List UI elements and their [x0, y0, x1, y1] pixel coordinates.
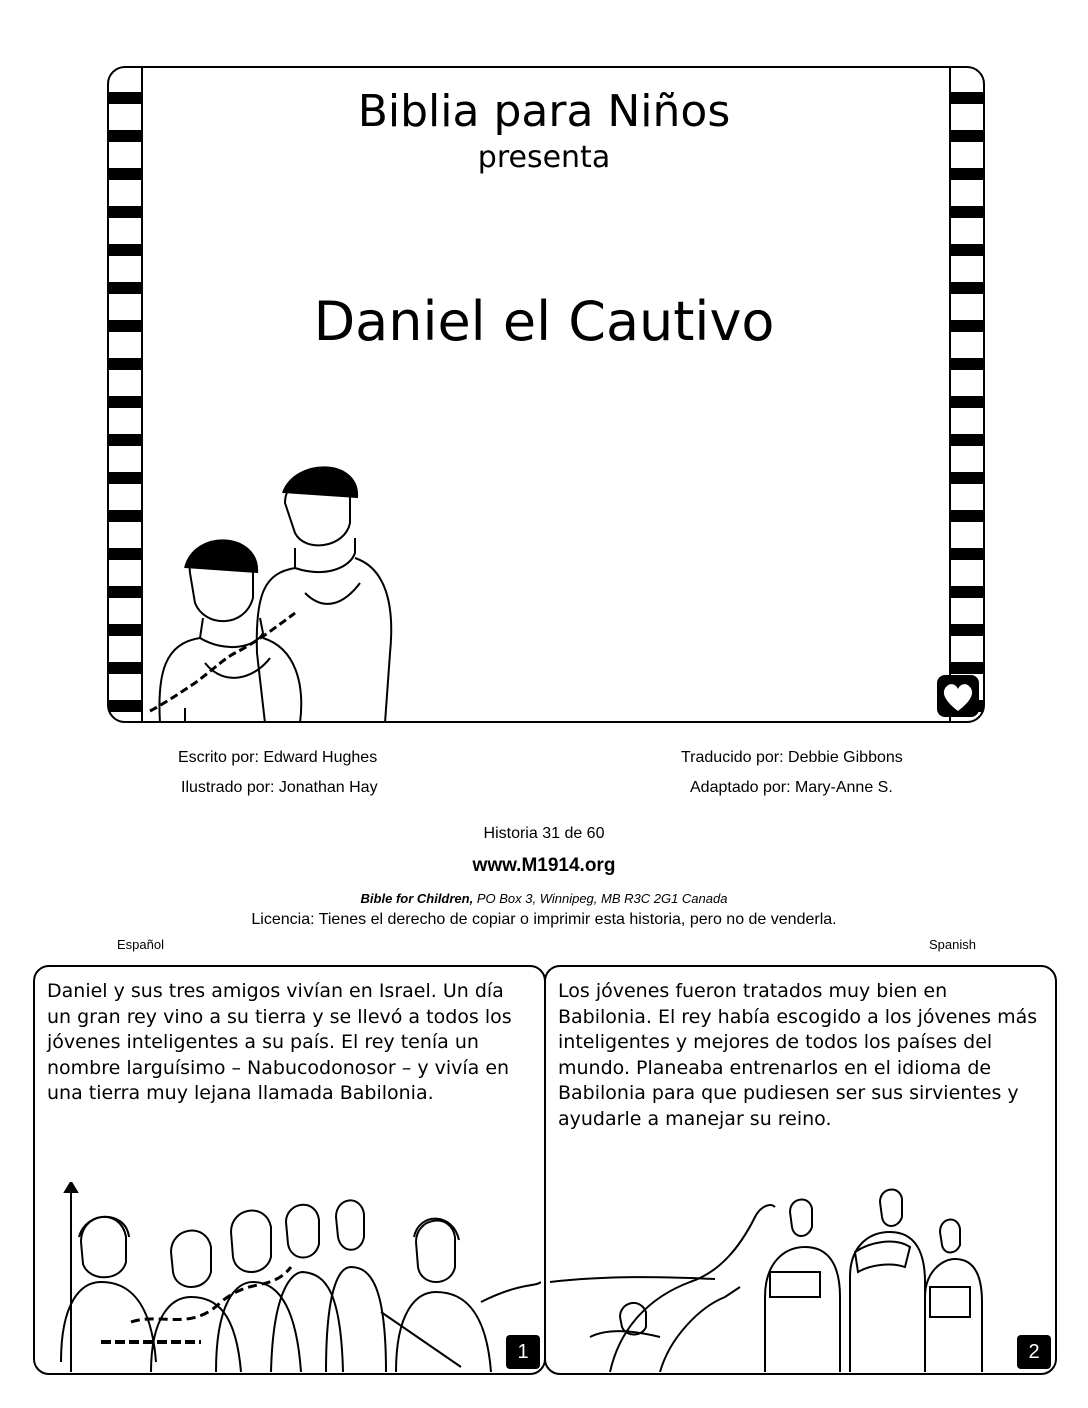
- film-strip-bar: [109, 358, 141, 370]
- film-strip-bar: [109, 244, 141, 256]
- heart-logo-icon: [937, 675, 979, 717]
- film-strip-bar: [951, 206, 983, 218]
- page-number-2: 2: [1017, 1335, 1051, 1369]
- film-strip-bar: [951, 396, 983, 408]
- license-text: Licencia: Tienes el derecho de copiar o imprimir esta historia, pero no de venderla.: [251, 911, 837, 928]
- film-strip-bar: [109, 396, 141, 408]
- film-strip-bar: [109, 434, 141, 446]
- language-left: Español: [117, 937, 164, 952]
- presents-label: presenta: [477, 140, 611, 175]
- film-strip-bar: [109, 700, 141, 712]
- film-strip-bar: [951, 548, 983, 560]
- film-strip-bar: [951, 434, 983, 446]
- film-strip-bar: [951, 244, 983, 256]
- film-strip-bar: [109, 662, 141, 674]
- story-number: Historia 31 de 60: [483, 825, 605, 842]
- credit-translated-by: Traducido por: Debbie Gibbons: [681, 749, 903, 766]
- film-strip-bar: [951, 624, 983, 636]
- panel-1-text: Daniel y sus tres amigos vivían en Israel. Un día un gran rey vino a su tierra y se llevó a todos los jóvenes inteligentes a su país. El rey tenía un nombre larguísimo – Nabucodonosor – y vivía en una tierra muy lejana llamada Babilonia.: [47, 980, 512, 1104]
- film-strip-bar: [109, 206, 141, 218]
- panel-2-illustration-king-and-scribes: [550, 1187, 1020, 1372]
- film-strip-bar: [109, 624, 141, 636]
- panel-2-text: Los jóvenes fueron tratados muy bien en Babilonia. El rey había escogido a los jóvenes más inteligentes y mejores de todos los países del mundo. Planeaba entrenarlos en el idioma de Babilonia para que pudiesen ser sus sirvientes y ayudarle a manejar su reino.: [558, 980, 1038, 1130]
- film-strip-bar: [109, 548, 141, 560]
- address-line: [0, 891, 1088, 906]
- page-number-1: 1: [506, 1335, 540, 1369]
- story-panel-1: [33, 965, 546, 1375]
- address-rest: PO Box 3, Winnipeg, MB R3C 2G1 Canada: [473, 891, 728, 906]
- credit-illustrated-by: Ilustrado por: Jonathan Hay: [181, 779, 378, 796]
- film-strip-bar: [109, 472, 141, 484]
- credit-adapted-by: Adaptado por: Mary-Anne S.: [690, 779, 893, 796]
- film-strip-bar: [951, 358, 983, 370]
- film-strip-bar: [951, 510, 983, 522]
- film-strip-bar: [951, 586, 983, 598]
- website-link[interactable]: www.M1914.org: [472, 855, 616, 876]
- cover-illustration-captives: [145, 453, 405, 723]
- series-title: Biblia para Niños: [357, 86, 731, 137]
- film-strip-bar: [109, 586, 141, 598]
- film-strip-bar: [109, 510, 141, 522]
- film-strip-bar: [951, 662, 983, 674]
- language-right: Spanish: [929, 937, 976, 952]
- credit-written-by: Escrito por: Edward Hughes: [178, 749, 378, 766]
- panel-1-illustration-captives-and-soldiers: [41, 1182, 541, 1372]
- address-org: Bible for Children,: [360, 891, 474, 906]
- film-strip-bar: [951, 472, 983, 484]
- story-title: Daniel el Cautivo: [313, 290, 775, 353]
- story-panel-2: [544, 965, 1057, 1375]
